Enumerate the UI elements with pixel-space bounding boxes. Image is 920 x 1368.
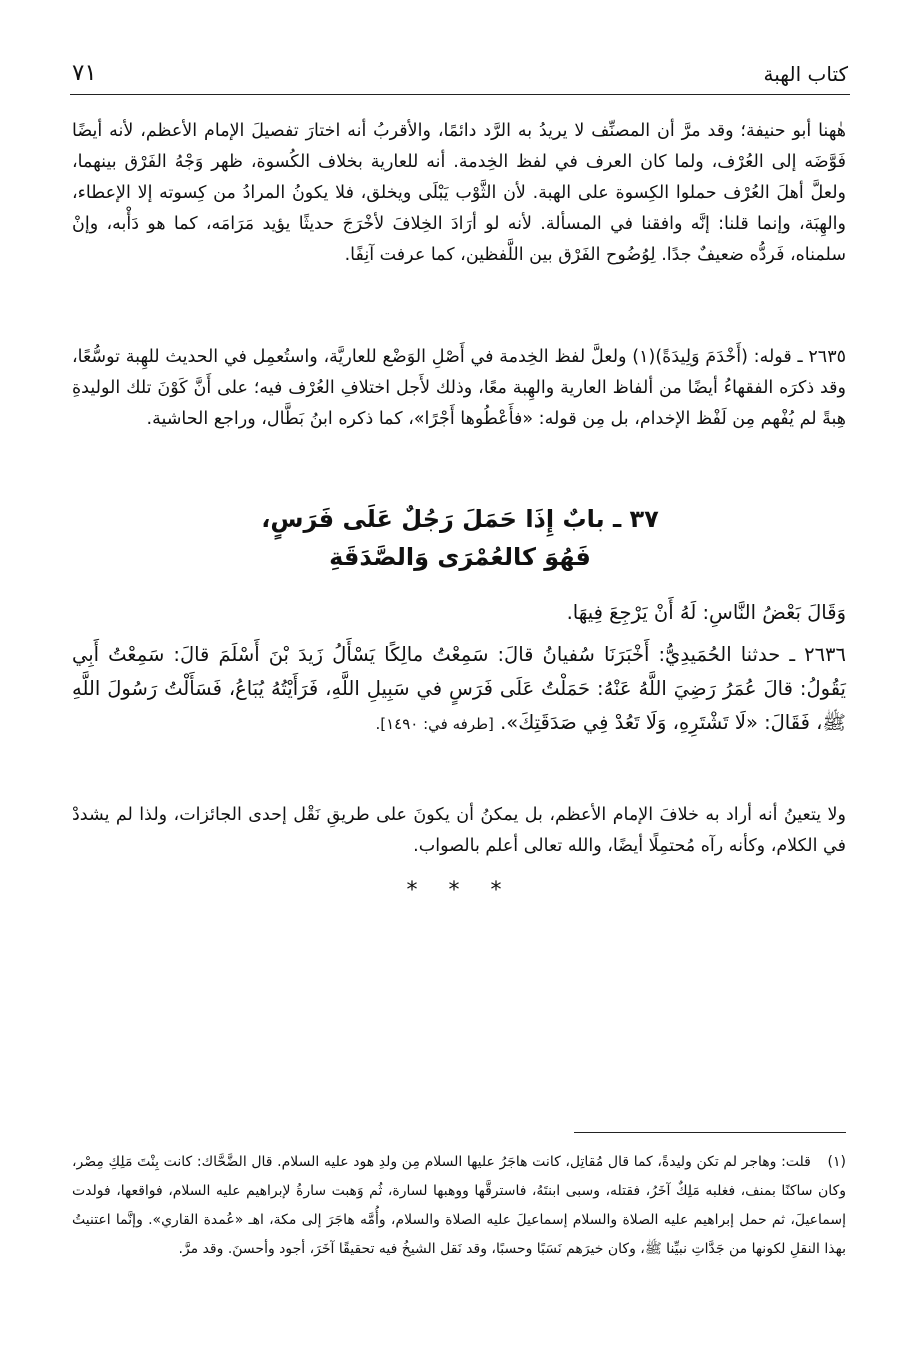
closing-paragraph: ولا يتعينُ أنه أراد به خلافَ الإمام الأعظم، بل يمكنُ أن يكونَ على طريقِ نَقْل إحدى الجائزات، ولذا لم يشددْ في الكلام، وكأنه رآه مُحتمِلًا أيضًا، والله تعالى أعلم بالصواب. <box>72 805 846 856</box>
chapter-heading-line-1: ٣٧ ـ بابٌ إِذَا حَمَلَ رَجُلٌ عَلَى فَرَسٍ، <box>261 505 659 533</box>
section-separator: * * * <box>406 878 514 903</box>
footnote-rule <box>574 1132 846 1133</box>
footnote-marker: (١) <box>827 1154 846 1170</box>
chapter-heading <box>100 500 820 576</box>
hadith-block <box>72 638 846 741</box>
hadith-text: ٢٦٣٦ ـ حدثنا الحُمَيدِيُّ: أَخْبَرَنَا سُفيانُ قالَ: سَمِعْتُ مالِكًا يَسْأَلُ زَيدَ بْنَ أَسْلَمَ قالَ: سَمِعْتُ أَبِي يَقُولُ: قالَ عُمَرُ رَضِيَ اللَّهُ عَنْهُ: حَمَلْتُ عَلَى فَرَسٍ في سَبِيلِ اللَّهِ، فَرَأَيْتُهُ يُبَاعُ، فَسَأَلْتُ رَسُولَ اللَّهِ ﷺ، فَقَالَ: «لَا تَشْتَرِهِ، وَلَا تَعُدْ فِي صَدَقَتِكَ». <box>72 643 846 734</box>
commentary-paragraph-2: ٢٦٣٥ ـ قوله: (أَخْدَمَ وَلِيدَةً)(١) ولعلَّ لفظ الخِدمة في أَصْلِ الوَضْع للعاريَّة، واستُعمِل في الحديث للهِبة توسُّعًا، وقد ذكرَه الفقهاءُ أيضًا من ألفاظ العارية والهِبة معًا، وذلك لأَجل اختلافِ العُرْف فيه؛ على أَنَّ كَوْنَ تلك الوليدةِ هِبةً لم يُفْهم مِن لَفْظ الإخدام، بل مِن قوله: «فأَعْطُوها أَجْرًا»، كما ذكره ابنُ بَطَّال، وراجع الحاشية. <box>72 347 846 429</box>
footnote <box>72 1148 846 1264</box>
hadith-intro: وَقَالَ بَعْضُ النَّاسِ: لَهُ أَنْ يَرْجِعَ فِيهَا. <box>566 601 846 624</box>
page-number: ٧١ <box>72 60 97 86</box>
book-title: كتاب الهبة <box>763 62 848 86</box>
chapter-heading-line-2: فَهُوَ كالعُمْرَى وَالصَّدَقَةِ <box>329 543 591 571</box>
footnote-text: قلت: وهاجر لم تكن وليدةً، كما قال مُقاتِل، كانت هاجَرُ عليها السلام مِن ولدِ هود عليه السلام. قال الضَّحَّاك: كانت بِنْتَ مَلِكِ مِصْر، وكان ساكنًا بمنف، فغلبه مَلِكٌ آخَرُ، فقتله، وسبى ابنتَهُ، فاسترقَّها ووهبها لسارة، ثُم وَهبت سارةُ لإبراهيم عليه السلام، فواقعها، فولدت إسماعيلَ، ثم حمل إبراهيم عليه الصلاة والسلام إسماعيلَ عليه الصلاة والسلام، وأُمَّه هاجَرَ إلى مكة، اهـ «عُمدة القاري». وإنَّما اعتنيتُ بهذا النقلِ لكونها من جَدَّاتِ نبيِّنا ﷺ، وكان خيرَهم نَسَبًا وحسبًا، وقد نَقل الشيخُ فيه تحقيقًا آخَرَ، أجود وأحسنَ. وقد مرَّ. <box>72 1154 846 1257</box>
hadith-cross-reference: [طرفه في: ١٤٩٠]. <box>375 715 494 733</box>
page-header <box>70 58 850 95</box>
commentary-paragraph-1: هٰهنا أبو حنيفة؛ وقد مرَّ أن المصنِّف لا يريدُ به الرَّد دائمًا، والأقربُ أنه اختارَ تفصيلَ الإمام الأعظم، لأنه أيضًا فَوَّضَه إلى العُرْف، ولما كان العرف في لفظ الخِدمة. أنه للعارية بخلاف الكُسوة، ظهر وَجْهُ الفَرْق بينهما، ولعلَّ أهلَ العُرْف حملوا الكِسوة على الهبة. لأن الثَّوْب يَبْلَى ويخلق، فلا يكونُ المرادُ من كِسوته إلا الإعطاء، والهِبَة، وإنما قلنا: إنَّه وافقنا في المسألة. لأنه لو أرَادَ الخِلافَ لأخْرَجَ حديثًا يؤيد مَرَامَه، كما هو دَأْبه، وإنْ سلمناه، فَردُّه ضعيفٌ جدًا. لِوُضُوح الفَرْق بين اللَّفظين، كما عرفت آنِفًا. <box>72 121 846 265</box>
